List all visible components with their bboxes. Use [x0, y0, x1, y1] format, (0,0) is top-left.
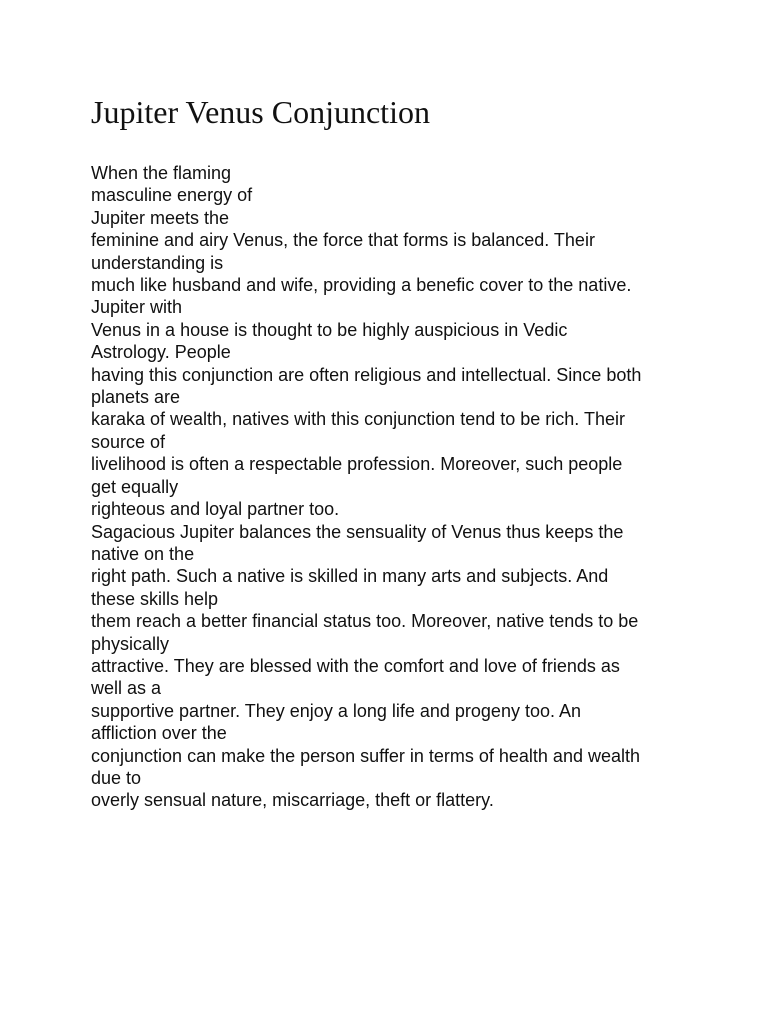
text-line: masculine energy of — [91, 185, 253, 206]
text-line: get equally — [91, 476, 179, 497]
text-line: native on the — [91, 543, 195, 564]
text-line: overly sensual nature, miscarriage, theft or flattery. — [91, 790, 494, 811]
text-line: conjunction can make the person suffer in terms of health and wealth — [91, 745, 640, 766]
text-line: them reach a better financial status too. Moreover, native tends to be — [91, 611, 639, 632]
document-body — [91, 162, 751, 812]
text-line: livelihood is often a respectable profession. Moreover, such people — [91, 454, 623, 475]
text-line: source of — [91, 431, 166, 452]
text-line: right path. Such a native is skilled in many arts and subjects. And — [91, 566, 609, 587]
text-line: righteous and loyal partner too. — [91, 499, 340, 520]
text-line: Jupiter with — [91, 297, 183, 318]
text-line: having this conjunction are often religious and intellectual. Since both — [91, 364, 642, 385]
text-line: karaka of wealth, natives with this conjunction tend to be rich. Their — [91, 409, 625, 430]
text-line: due to — [91, 767, 142, 788]
text-line: When the flaming — [91, 163, 232, 183]
text-line: supportive partner. They enjoy a long life and progeny too. An — [91, 700, 581, 721]
text-line: attractive. They are blessed with the comfort and love of friends as — [91, 655, 620, 676]
text-line: feminine and airy Venus, the force that forms is balanced. Their — [91, 230, 595, 251]
text-line: physically — [91, 633, 170, 654]
document-title: Jupiter Venus Conjunction — [91, 94, 430, 130]
text-line: Jupiter meets the — [91, 207, 230, 228]
text-line: Astrology. People — [91, 342, 231, 363]
text-line: Venus in a house is thought to be highly auspicious in Vedic — [91, 319, 568, 340]
text-line: much like husband and wife, providing a benefic cover to the native. — [91, 275, 632, 296]
text-line: Sagacious Jupiter balances the sensuality of Venus thus keeps the — [91, 521, 624, 542]
text-line: these skills help — [91, 588, 219, 609]
text-line: well as a — [91, 678, 162, 699]
text-line: planets are — [91, 387, 181, 408]
text-line: understanding is — [91, 252, 224, 273]
text-line: affliction over the — [91, 723, 227, 744]
